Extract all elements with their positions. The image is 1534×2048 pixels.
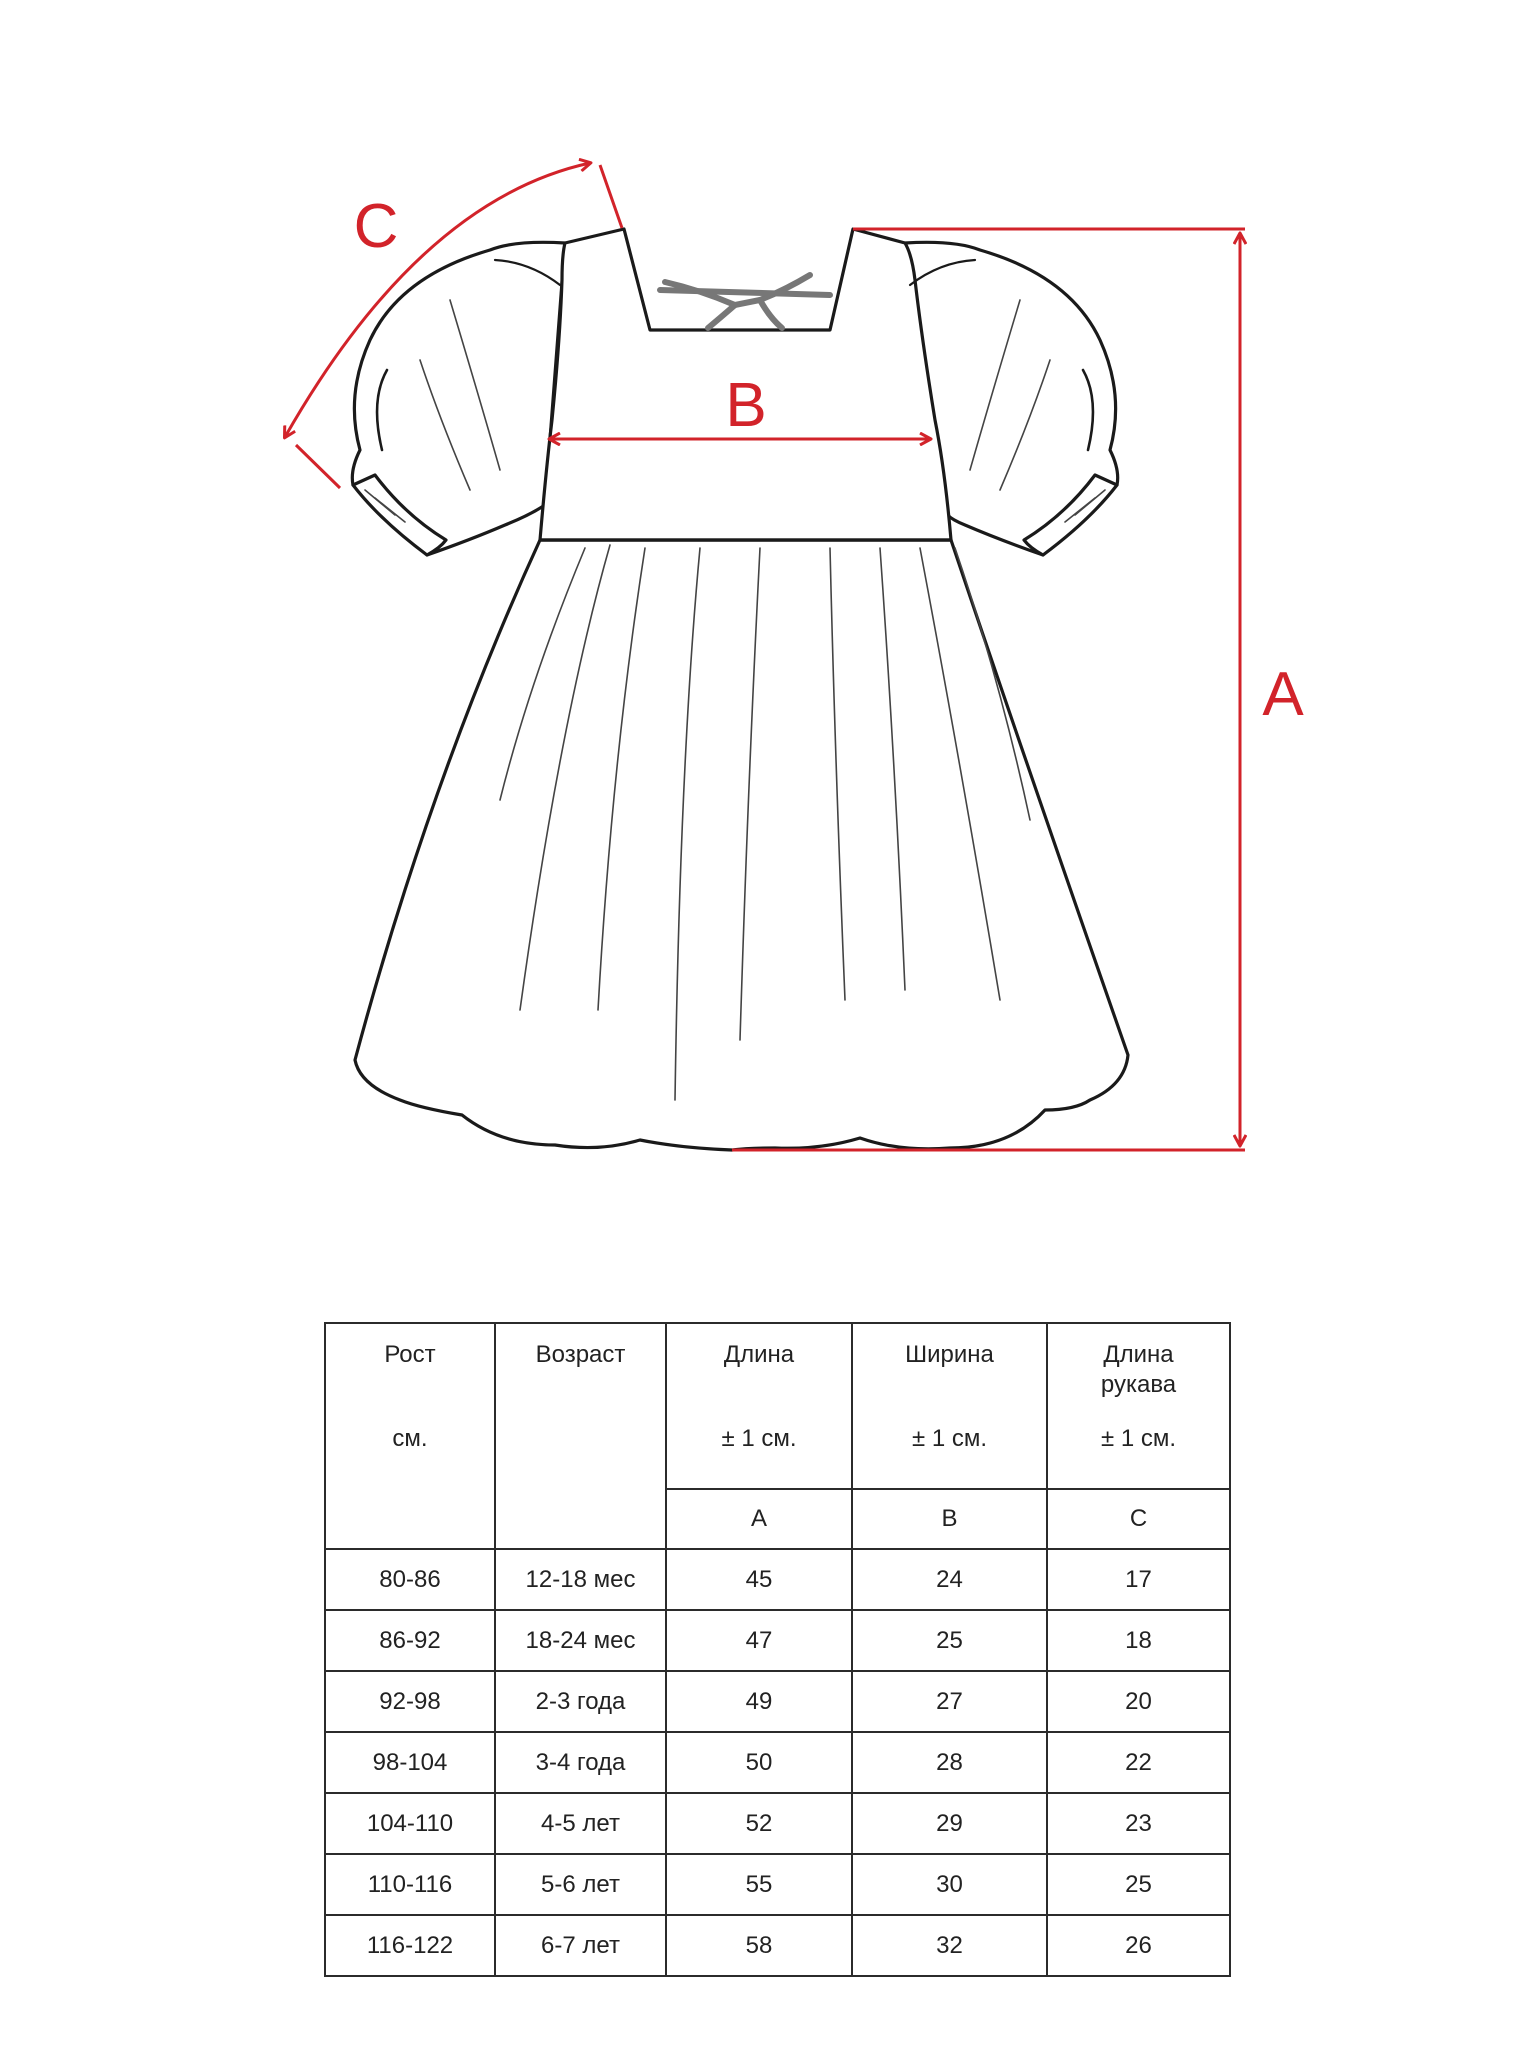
- header-letter-c: C: [1047, 1489, 1230, 1549]
- cell-a: 58: [666, 1915, 852, 1976]
- header-length: [666, 1323, 852, 1489]
- label-c: C: [353, 192, 399, 261]
- cell-b: 32: [852, 1915, 1047, 1976]
- table-row: [325, 1610, 1230, 1671]
- cell-a: 45: [666, 1549, 852, 1610]
- header-age-label: Возраст: [535, 1341, 626, 1368]
- cell-b: 30: [852, 1854, 1047, 1915]
- header-height-label: Рост: [384, 1341, 436, 1368]
- header-length-label: Длина: [723, 1341, 795, 1368]
- cell-b: 24: [852, 1549, 1047, 1610]
- cell-c: 23: [1047, 1793, 1230, 1854]
- cell-c: 18: [1047, 1610, 1230, 1671]
- table-row: [325, 1915, 1230, 1976]
- table-row: [325, 1793, 1230, 1854]
- table-row: [325, 1732, 1230, 1793]
- cell-height: 110-116: [325, 1854, 495, 1915]
- cell-c: 17: [1047, 1549, 1230, 1610]
- cell-height: 104-110: [325, 1793, 495, 1854]
- cell-b: 28: [852, 1732, 1047, 1793]
- header-width: [852, 1323, 1047, 1489]
- header-letter-b: B: [852, 1489, 1047, 1549]
- header-sleeve-label: Длина рукава: [1100, 1341, 1177, 1398]
- cell-height: 86-92: [325, 1610, 495, 1671]
- cell-c: 20: [1047, 1671, 1230, 1732]
- header-age: [495, 1323, 666, 1549]
- cell-a: 52: [666, 1793, 852, 1854]
- table-row: [325, 1671, 1230, 1732]
- header-length-unit: ± 1 см.: [721, 1425, 797, 1452]
- cell-age: 4-5 лет: [495, 1793, 666, 1854]
- label-b: B: [725, 371, 767, 440]
- cell-a: 49: [666, 1671, 852, 1732]
- cell-b: 27: [852, 1671, 1047, 1732]
- cell-b: 29: [852, 1793, 1047, 1854]
- cell-age: 6-7 лет: [495, 1915, 666, 1976]
- cell-c: 26: [1047, 1915, 1230, 1976]
- dress-skirt: [355, 540, 1128, 1150]
- header-width-unit: ± 1 см.: [911, 1425, 988, 1452]
- table-row: [325, 1549, 1230, 1610]
- table-row: [325, 1854, 1230, 1915]
- label-a: A: [1262, 660, 1304, 729]
- header-width-label: Ширина: [905, 1341, 994, 1368]
- header-height-unit: см.: [392, 1425, 428, 1452]
- cell-age: 2-3 года: [495, 1671, 666, 1732]
- header-sleeve: [1047, 1323, 1230, 1489]
- table-header-row: [325, 1323, 1230, 1489]
- cell-a: 50: [666, 1732, 852, 1793]
- cell-age: 12-18 мес: [495, 1549, 666, 1610]
- cell-age: 3-4 года: [495, 1732, 666, 1793]
- cell-c: 22: [1047, 1732, 1230, 1793]
- size-table: [324, 1322, 1231, 1977]
- header-height: [325, 1323, 495, 1549]
- cell-a: 47: [666, 1610, 852, 1671]
- cell-height: 98-104: [325, 1732, 495, 1793]
- cell-height: 80-86: [325, 1549, 495, 1610]
- cell-height: 92-98: [325, 1671, 495, 1732]
- back-tie-bow: [660, 275, 830, 328]
- header-letter-a: A: [666, 1489, 852, 1549]
- cell-age: 18-24 мес: [495, 1610, 666, 1671]
- cell-b: 25: [852, 1610, 1047, 1671]
- header-sleeve-unit: ± 1 см.: [1100, 1425, 1177, 1452]
- cell-c: 25: [1047, 1854, 1230, 1915]
- cell-age: 5-6 лет: [495, 1854, 666, 1915]
- cell-a: 55: [666, 1854, 852, 1915]
- cell-height: 116-122: [325, 1915, 495, 1976]
